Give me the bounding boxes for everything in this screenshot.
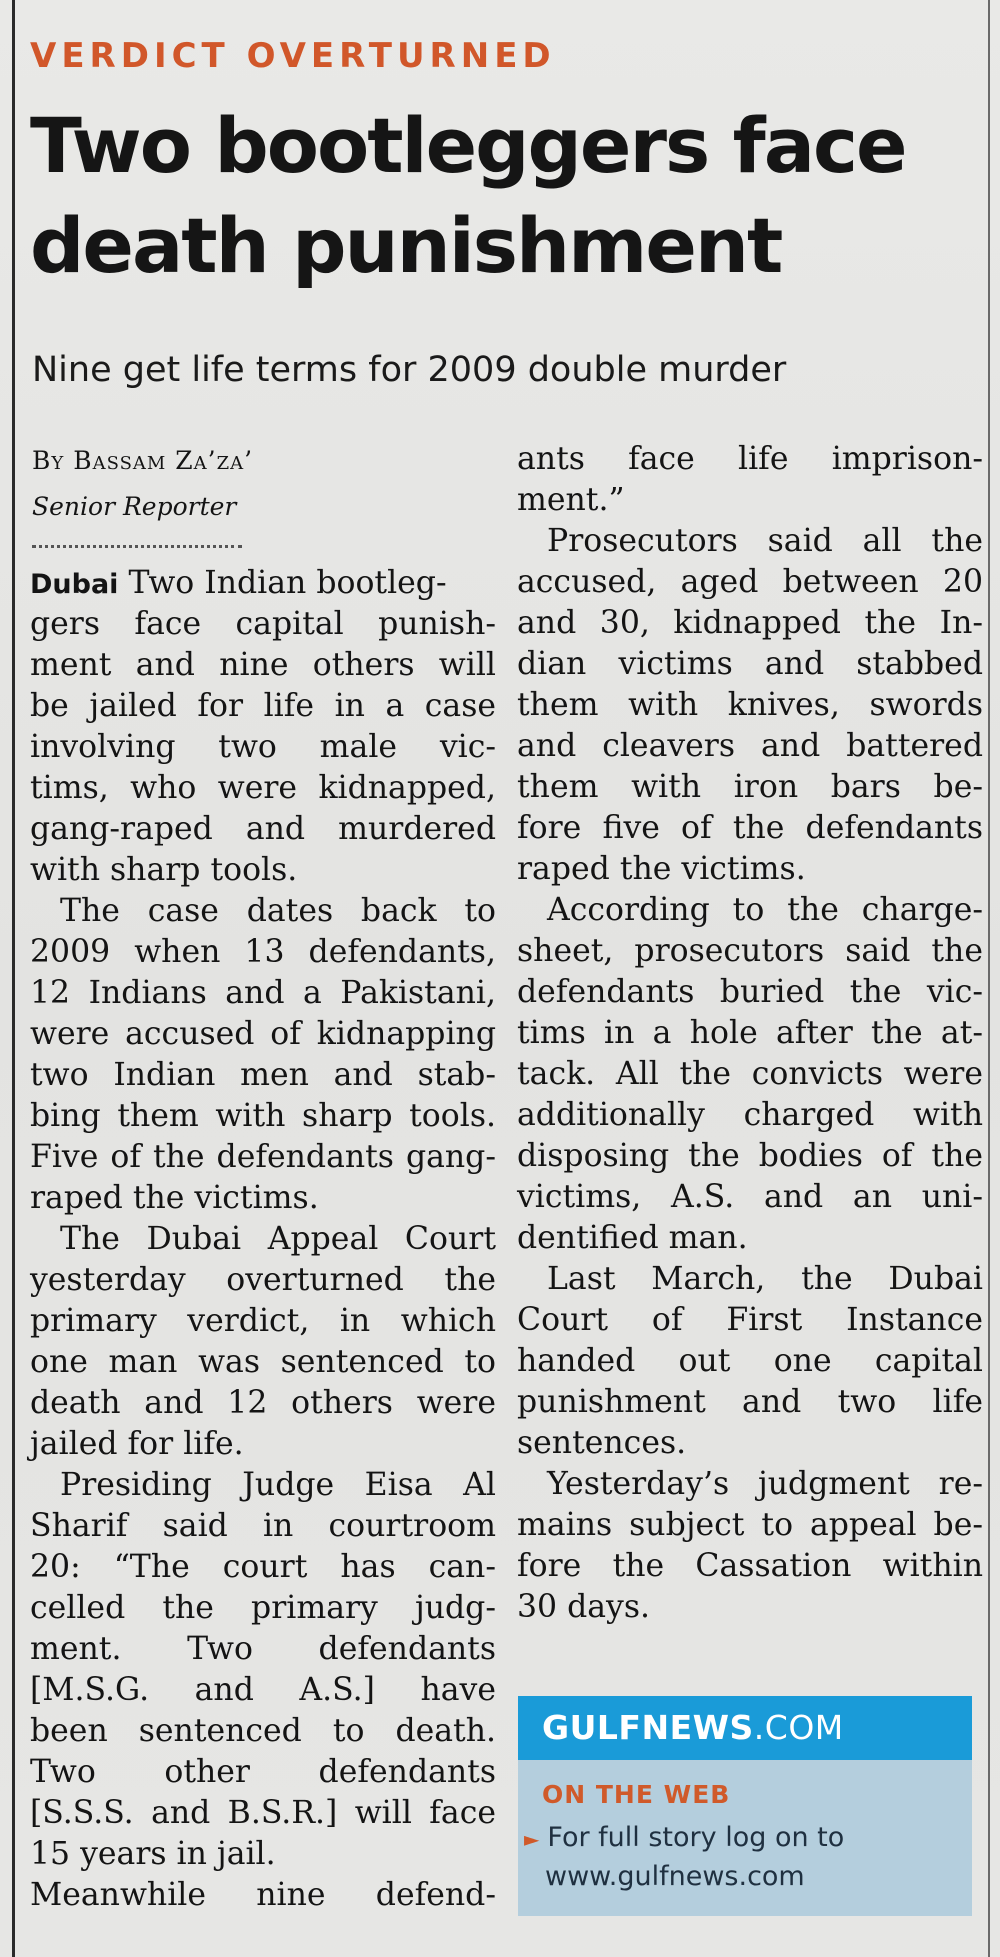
article-line: dian victims and stabbed (517, 646, 983, 682)
article-line: Last March, the Dubai (547, 1261, 983, 1297)
article-line: victims, A.S. and an uni- (517, 1179, 983, 1215)
article-line: yesterday overturned the (30, 1262, 496, 1298)
article-line: death and 12 others were (30, 1385, 496, 1421)
article-line: The case dates back to (60, 893, 496, 929)
article-line: [S.S.S. and B.S.R.] will face (30, 1795, 496, 1831)
article-line: and cleavers and battered (517, 728, 983, 764)
article-line: Presiding Judge Eisa Al (60, 1467, 496, 1503)
article-line: sheet, prosecutors said the (517, 933, 983, 969)
headline-line: death punishment (30, 201, 782, 290)
article-line: them with iron bars be- (517, 769, 983, 805)
web-promo-line: For full story log on to (547, 1822, 845, 1853)
article-line: were accused of kidnapping (30, 1016, 496, 1052)
article-line: two Indian men and stab- (30, 1057, 496, 1093)
article-line: ment.” (517, 482, 625, 518)
article-line: Yesterday’s judgment re- (547, 1466, 983, 1502)
article-line: Court of First Instance (517, 1302, 983, 1338)
article-line: tims in a hole after the at- (517, 1015, 983, 1051)
byline-role: Senior Reporter (32, 492, 237, 521)
article-line: ment and nine others will (30, 647, 496, 683)
article-line: with sharp tools. (30, 852, 298, 888)
article-column-left (30, 563, 496, 1916)
web-promo-text (524, 1819, 972, 1858)
article-line: additionally charged with (517, 1097, 983, 1133)
web-promo-label: ON THE WEB (542, 1780, 731, 1809)
article-column-right (517, 439, 983, 1628)
article-line: raped the victims. (30, 1180, 319, 1216)
article-line: Two other defendants (30, 1754, 496, 1790)
article-line: fore five of the defendants (517, 810, 983, 846)
article-line: ment. Two defendants (30, 1631, 496, 1667)
article-line: handed out one capital (517, 1343, 983, 1379)
byline-divider (32, 545, 242, 548)
article-line: Meanwhile nine defend- (30, 1877, 496, 1913)
article-line: sentences. (517, 1425, 687, 1461)
article-line: one man was sentenced to (30, 1344, 496, 1380)
arrow-right-icon: ► (524, 1827, 540, 1851)
dateline: Dubai (30, 569, 119, 600)
article-line: bing them with sharp tools. (30, 1098, 496, 1134)
article-line: The Dubai Appeal Court (60, 1221, 496, 1257)
web-promo-brand[interactable] (518, 1696, 972, 1760)
article-line: 2009 when 13 defendants, (30, 934, 496, 970)
web-promo-url[interactable]: www.gulfnews.com (545, 1861, 805, 1892)
article-line: Five of the defendants gang- (30, 1139, 496, 1175)
article-line: celled the primary judg- (30, 1590, 496, 1626)
article-line: Prosecutors said all the (547, 523, 983, 559)
article-line: 30 days. (517, 1589, 651, 1625)
article-line: Sharif said in courtroom (30, 1508, 496, 1544)
article-line: mains subject to appeal be- (517, 1507, 983, 1543)
web-promo-box (518, 1696, 972, 1916)
article-line: [M.S.G. and A.S.] have (30, 1672, 496, 1708)
article-line: tack. All the convicts were (517, 1056, 983, 1092)
article-line: tims, who were kidnapped, (30, 770, 496, 806)
article-line: them with knives, swords (517, 687, 983, 723)
web-promo-brand-suffix: .COM (753, 1708, 844, 1747)
headline (30, 96, 980, 296)
headline-line: Two bootleggers face (30, 101, 906, 190)
article-line: 15 years in jail. (30, 1836, 276, 1872)
article-line: disposing the bodies of the (517, 1138, 983, 1174)
left-column-rule (12, 0, 15, 1957)
byline-name: By Bassam Za’za’ (32, 446, 254, 475)
article-line: 20: “The court has can- (30, 1549, 496, 1585)
article-line: been sentenced to death. (30, 1713, 496, 1749)
subhead: Nine get life terms for 2009 double murder (32, 350, 787, 390)
article-line: and 30, kidnapped the In- (517, 605, 983, 641)
article-line (30, 563, 496, 604)
article-line: accused, aged between 20 (517, 564, 983, 600)
article-line: primary verdict, in which (30, 1303, 496, 1339)
article-line: be jailed for life in a case (30, 688, 496, 724)
article-line: fore the Cassation within (517, 1548, 983, 1584)
article-line-text: Two Indian bootleg- (118, 565, 447, 601)
article-line: punishment and two life (517, 1384, 983, 1420)
article-line: ants face life imprison- (517, 441, 983, 477)
article-line: involving two male vic- (30, 729, 496, 765)
kicker: VERDICT OVERTURNED (30, 36, 556, 76)
right-column-rule (988, 0, 990, 1957)
article-line: gers face capital punish- (30, 606, 496, 642)
web-promo-brand-name: GULFNEWS (542, 1708, 754, 1747)
article-line: raped the victims. (517, 851, 806, 887)
article-line: According to the charge- (547, 892, 983, 928)
article-line: 12 Indians and a Pakistani, (30, 975, 496, 1011)
article-line: jailed for life. (30, 1426, 244, 1462)
article-line: defendants buried the vic- (517, 974, 983, 1010)
article-line: gang-raped and murdered (30, 811, 496, 847)
article-line: dentified man. (517, 1220, 748, 1256)
